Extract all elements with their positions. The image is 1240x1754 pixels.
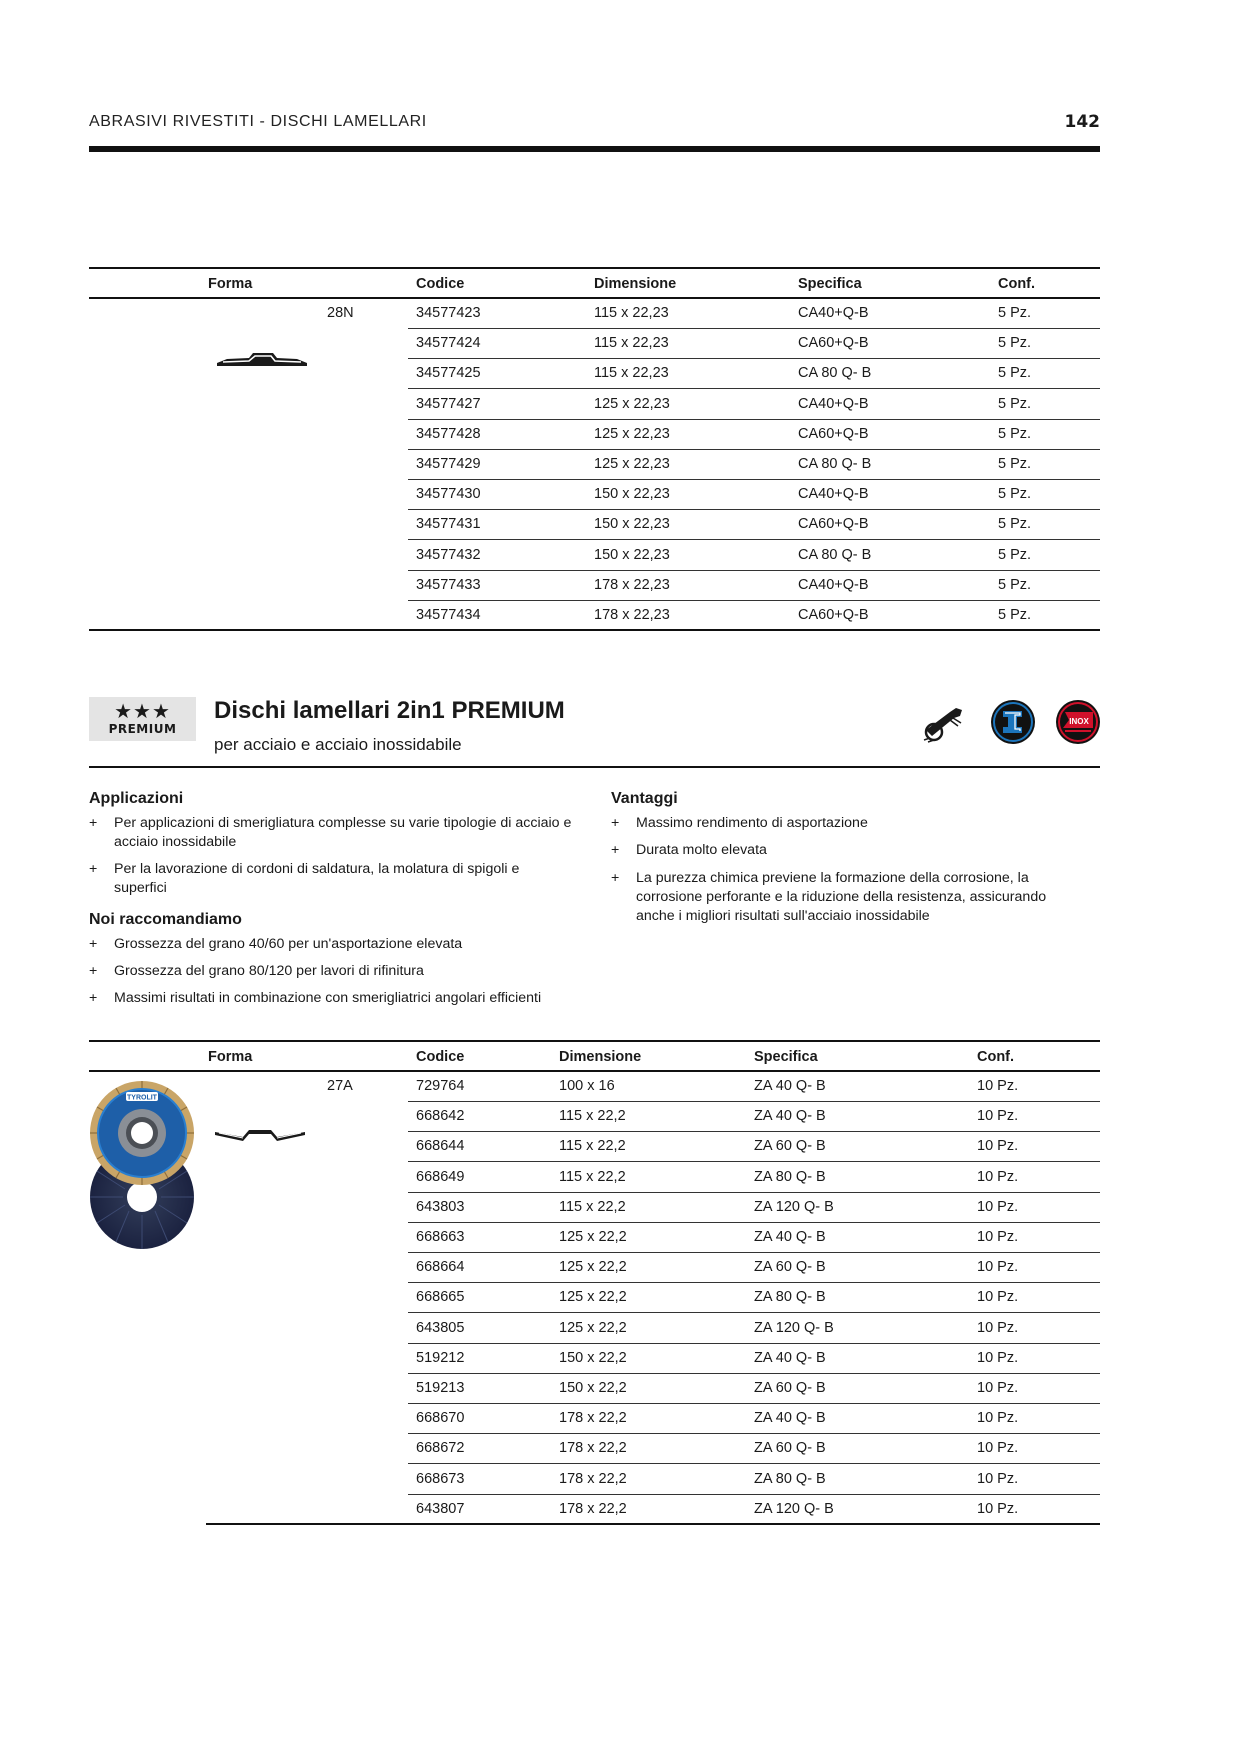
cell-conf: 10 Pz. (977, 1319, 1019, 1336)
inox-icon (1055, 699, 1101, 745)
page-number: 142 (1064, 112, 1100, 132)
cell-dimensione: 178 x 22,2 (559, 1500, 627, 1517)
raccomandiamo-item-text: Grossezza del grano 40/60 per un'asportazione elevata (114, 936, 463, 952)
text-line: Per applicazioni di smerigliatura complesse su varie tipologie di acciaio e (114, 815, 572, 831)
table-row (408, 1495, 1100, 1525)
product-header-rule (89, 766, 1100, 768)
cell-dimensione: 125 x 22,23 (594, 395, 670, 412)
cell-codice: 668663 (416, 1229, 465, 1245)
product-table-28n (89, 267, 1100, 639)
cell-codice: 668664 (416, 1259, 465, 1276)
forma-code: 28N (327, 305, 354, 321)
cell-specifica: ZA 40 Q- B (754, 1078, 826, 1094)
col-conf-header: Conf. (977, 1049, 1015, 1065)
cell-codice: 34577431 (416, 516, 481, 533)
table-row (408, 1465, 1100, 1495)
row-divider (206, 1523, 1100, 1525)
cell-codice: 34577423 (416, 305, 481, 321)
cell-specifica: ZA 40 Q- B (754, 1229, 826, 1245)
cell-conf: 10 Pz. (977, 1259, 1019, 1276)
table-row (408, 541, 1100, 571)
cell-specifica: ZA 80 Q- B (754, 1470, 826, 1487)
col-dimensione-header: Dimensione (594, 276, 677, 292)
cell-dimensione: 115 x 22,2 (559, 1198, 626, 1215)
raccomandiamo-item (89, 935, 649, 955)
cell-specifica: CA40+Q-B (798, 576, 869, 593)
vantaggi-item (611, 841, 1100, 861)
premium-label: PREMIUM (108, 722, 177, 736)
cell-codice: 34577428 (416, 425, 481, 442)
cell-codice: 34577433 (416, 576, 481, 593)
product-subtitle: per acciaio e acciaio inossidabile (214, 735, 462, 754)
forma-code: 27A (327, 1078, 353, 1094)
cell-conf: 5 Pz. (998, 486, 1032, 503)
table-row (408, 359, 1100, 389)
cell-codice: 34577425 (416, 365, 481, 382)
cell-dimensione: 100 x 16 (559, 1078, 615, 1094)
cell-specifica: ZA 40 Q- B (754, 1108, 826, 1125)
col-codice-header: Codice (416, 276, 465, 292)
cell-dimensione: 125 x 22,2 (559, 1229, 627, 1245)
applicazioni-heading: Applicazioni (89, 790, 184, 807)
cell-conf: 10 Pz. (977, 1349, 1019, 1366)
cell-conf: 10 Pz. (977, 1289, 1019, 1306)
cell-specifica: ZA 60 Q- B (754, 1259, 826, 1276)
cell-dimensione: 178 x 22,2 (559, 1410, 627, 1427)
vantaggi-item-text (636, 869, 1046, 926)
applicazioni-item-text (114, 860, 519, 898)
cell-codice: 643803 (416, 1198, 465, 1215)
cell-specifica: CA60+Q-B (798, 335, 869, 352)
cell-codice: 668642 (416, 1108, 465, 1125)
cell-conf: 10 Pz. (977, 1229, 1019, 1245)
vantaggi-item-text (636, 814, 868, 833)
cell-dimensione: 178 x 22,2 (559, 1440, 627, 1457)
table-header-row (89, 269, 1100, 298)
cell-dimensione: 125 x 22,23 (594, 456, 670, 472)
inox-label: INOX (1069, 717, 1089, 726)
premium-stars: ★★★ (114, 699, 171, 723)
cell-conf: 10 Pz. (977, 1168, 1019, 1185)
cell-dimensione: 150 x 22,23 (594, 516, 670, 533)
cell-conf: 5 Pz. (998, 395, 1032, 412)
col-forma-header: Forma (208, 1049, 253, 1065)
text-line: Per la lavorazione di cordoni di saldatura, la molatura di spigoli e (114, 861, 520, 877)
text-line: superfici (114, 880, 167, 896)
product-title: Dischi lamellari 2in1 PREMIUM (214, 697, 565, 724)
table-row (408, 1223, 1100, 1253)
cell-specifica: CA60+Q-B (798, 425, 869, 442)
table-row (408, 1344, 1100, 1374)
table-row (408, 1314, 1100, 1344)
bullet-plus: + (89, 963, 98, 979)
cell-codice: 668644 (416, 1138, 465, 1155)
vantaggi-item (611, 869, 1100, 929)
vantaggi-heading: Vantaggi (611, 790, 678, 807)
cell-specifica: ZA 120 Q- B (754, 1500, 834, 1517)
cell-codice: 668665 (416, 1289, 465, 1306)
raccomandiamo-item-text: Massimi risultati in combinazione con smerigliatrici angolari efficienti (114, 990, 542, 1006)
applicazioni-item (89, 814, 609, 854)
disc-profile-27a-icon (213, 1122, 307, 1144)
disc-brand-label: TYROLIT (127, 1094, 157, 1102)
cell-specifica: CA 80 Q- B (798, 546, 872, 563)
cell-conf: 10 Pz. (977, 1500, 1019, 1517)
cell-conf: 10 Pz. (977, 1198, 1019, 1215)
col-dimensione-header: Dimensione (559, 1049, 642, 1065)
cell-specifica: ZA 120 Q- B (754, 1319, 834, 1336)
applicazioni-item-text (114, 814, 571, 852)
table-row (408, 390, 1100, 420)
cell-dimensione: 115 x 22,2 (559, 1138, 626, 1155)
raccomandiamo-item (89, 962, 649, 982)
col-forma-header: Forma (208, 276, 253, 292)
cell-dimensione: 150 x 22,23 (594, 546, 670, 563)
cell-conf: 10 Pz. (977, 1078, 1019, 1094)
page-header-title: ABRASIVI RIVESTITI - DISCHI LAMELLARI (89, 113, 427, 130)
cell-conf: 10 Pz. (977, 1410, 1019, 1427)
table-row (408, 1374, 1100, 1404)
cell-specifica: ZA 80 Q- B (754, 1168, 826, 1185)
cell-codice: 34577427 (416, 395, 481, 412)
table-row (408, 1434, 1100, 1464)
table-row (408, 1132, 1100, 1162)
cell-conf: 5 Pz. (998, 576, 1032, 593)
cell-codice: 519212 (416, 1349, 465, 1366)
angle-grinder-icon (920, 700, 966, 744)
table-row (408, 299, 1100, 329)
table-row (408, 571, 1100, 601)
cell-specifica: ZA 40 Q- B (754, 1410, 826, 1427)
cell-specifica: ZA 40 Q- B (754, 1349, 826, 1366)
cell-conf: 5 Pz. (998, 365, 1032, 382)
table-row (408, 1404, 1100, 1434)
cell-dimensione: 150 x 22,23 (594, 486, 670, 503)
cell-specifica: ZA 60 Q- B (754, 1440, 826, 1457)
cell-codice: 668672 (416, 1440, 465, 1457)
cell-dimensione: 125 x 22,2 (559, 1259, 627, 1276)
cell-specifica: CA40+Q-B (798, 486, 869, 503)
cell-dimensione: 125 x 22,2 (559, 1319, 627, 1336)
bullet-plus: + (89, 990, 98, 1006)
cell-dimensione: 115 x 22,23 (594, 305, 669, 321)
cell-dimensione: 178 x 22,23 (594, 607, 670, 623)
table-row (408, 510, 1100, 540)
cell-dimensione: 125 x 22,23 (594, 425, 670, 442)
cell-conf: 10 Pz. (977, 1380, 1019, 1396)
table-row (408, 1102, 1100, 1132)
table-row (408, 601, 1100, 631)
cell-conf: 5 Pz. (998, 546, 1032, 563)
flap-disc-product-image (89, 1079, 201, 1251)
col-codice-header: Codice (416, 1049, 465, 1065)
table-row (408, 480, 1100, 510)
bullet-plus: + (611, 815, 620, 831)
raccomandiamo-item (89, 989, 649, 1009)
table-row (408, 420, 1100, 450)
table-row (408, 1072, 1100, 1102)
cell-codice: 34577424 (416, 335, 481, 352)
text-line: Durata molto elevata (636, 842, 767, 858)
table-row (408, 1193, 1100, 1223)
disc-profile-28n-icon (215, 349, 309, 369)
cell-specifica: ZA 60 Q- B (754, 1380, 826, 1396)
cell-dimensione: 115 x 22,2 (559, 1108, 626, 1125)
cell-codice: 668670 (416, 1410, 465, 1427)
cell-specifica: ZA 80 Q- B (754, 1289, 826, 1306)
cell-specifica: CA60+Q-B (798, 607, 869, 623)
cell-conf: 10 Pz. (977, 1138, 1019, 1155)
bullet-plus: + (89, 936, 98, 952)
cell-conf: 5 Pz. (998, 516, 1032, 533)
raccomandiamo-item-text: Grossezza del grano 80/120 per lavori di rifinitura (114, 963, 424, 979)
cell-conf: 10 Pz. (977, 1440, 1019, 1457)
row-divider (89, 629, 1100, 631)
cell-codice: 34577434 (416, 607, 481, 623)
bullet-plus: + (89, 861, 98, 877)
product-table-27a (89, 1040, 1100, 1540)
col-specifica-header: Specifica (798, 276, 862, 292)
cell-dimensione: 115 x 22,2 (559, 1168, 626, 1185)
text-line: acciaio inossidabile (114, 834, 237, 850)
cell-conf: 5 Pz. (998, 335, 1032, 352)
col-conf-header: Conf. (998, 276, 1036, 292)
cell-conf: 10 Pz. (977, 1108, 1019, 1125)
cell-dimensione: 150 x 22,2 (559, 1380, 627, 1396)
cell-codice: 643805 (416, 1319, 465, 1336)
cell-conf: 5 Pz. (998, 607, 1032, 623)
cell-dimensione: 150 x 22,2 (559, 1349, 627, 1366)
cell-codice: 34577429 (416, 456, 481, 472)
cell-dimensione: 115 x 22,23 (594, 365, 669, 382)
cell-dimensione: 115 x 22,23 (594, 335, 669, 352)
cell-codice: 668673 (416, 1470, 465, 1487)
cell-specifica: CA60+Q-B (798, 516, 869, 533)
cell-codice: 34577432 (416, 546, 481, 563)
vantaggi-item-text (636, 841, 767, 860)
bullet-plus: + (611, 870, 620, 886)
cell-conf: 5 Pz. (998, 425, 1032, 442)
cell-dimensione: 125 x 22,2 (559, 1289, 627, 1306)
steel-icon (990, 699, 1036, 745)
raccomandiamo-heading: Noi raccomandiamo (89, 911, 242, 928)
cell-specifica: CA40+Q-B (798, 395, 869, 412)
cell-conf: 5 Pz. (998, 456, 1032, 472)
table-header-row (89, 1042, 1100, 1071)
text-line: Massimo rendimento di asportazione (636, 815, 868, 831)
cell-codice: 519213 (416, 1380, 465, 1396)
table-row (408, 1163, 1100, 1193)
text-line: corrosione perforante e la riduzione della resistenza, assicurando (636, 889, 1047, 905)
applicazioni-item (89, 860, 609, 900)
cell-conf: 10 Pz. (977, 1470, 1019, 1487)
premium-badge (89, 697, 196, 741)
table-row (408, 450, 1100, 480)
vantaggi-item (611, 814, 1100, 834)
table-row (408, 1253, 1100, 1283)
cell-specifica: CA 80 Q- B (798, 456, 872, 472)
cell-codice: 34577430 (416, 486, 481, 503)
table-row (408, 329, 1100, 359)
bullet-plus: + (611, 842, 620, 858)
cell-specifica: ZA 120 Q- B (754, 1198, 834, 1215)
cell-dimensione: 178 x 22,2 (559, 1470, 627, 1487)
cell-specifica: CA 80 Q- B (798, 365, 872, 382)
cell-specifica: ZA 60 Q- B (754, 1138, 826, 1155)
cell-codice: 668649 (416, 1168, 465, 1185)
col-specifica-header: Specifica (754, 1049, 818, 1065)
cell-codice: 729764 (416, 1078, 465, 1094)
bullet-plus: + (89, 815, 98, 831)
cell-specifica: CA40+Q-B (798, 305, 869, 321)
cell-dimensione: 178 x 22,23 (594, 576, 670, 593)
text-line: La purezza chimica previene la formazione della corrosione, la (636, 870, 1029, 886)
cell-conf: 5 Pz. (998, 305, 1032, 321)
cell-codice: 643807 (416, 1500, 465, 1517)
table-row (408, 1283, 1100, 1313)
header-rule (89, 146, 1100, 152)
text-line: anche i migliori risultati sull'acciaio inossidabile (636, 908, 930, 924)
